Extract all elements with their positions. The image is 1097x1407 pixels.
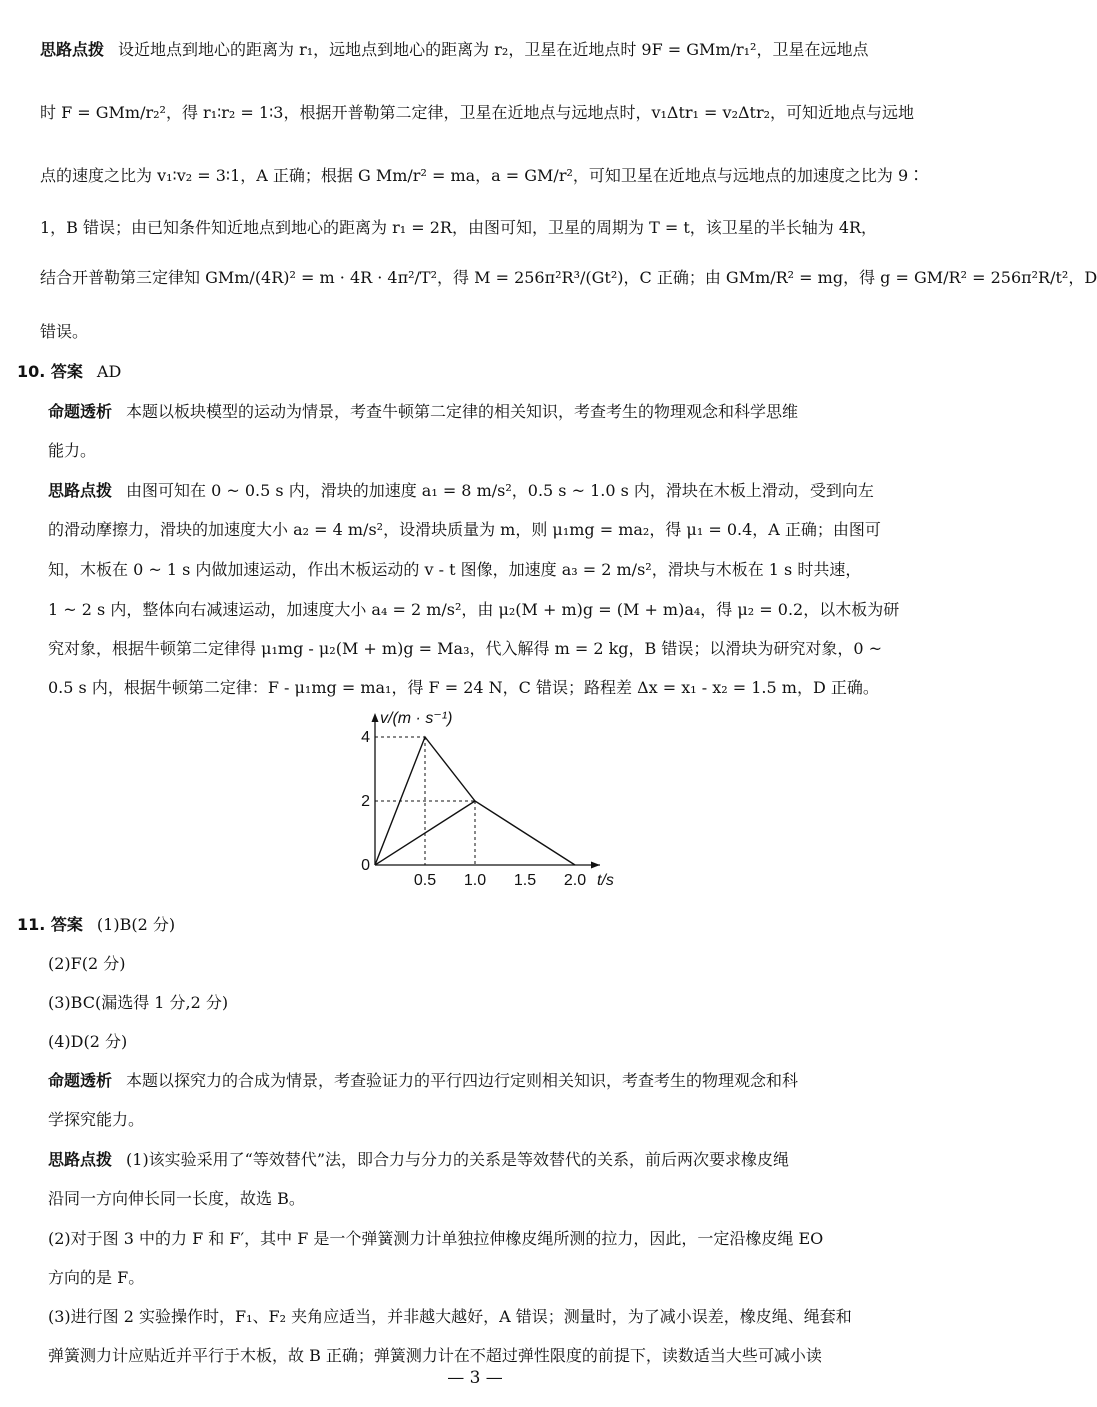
line-text: 知，木板在 0 ~ 1 s 内做加速运动，作出木板运动的 v - t 图像，加速度 a₃ = 2 m/s²，滑块与木板在 1 s 时共速， [48,560,862,579]
line-text: (4)D(2 分) [48,1032,128,1051]
text-line [48,1346,822,1366]
section-label: 命题透析 [48,402,113,421]
line-text: 究对象，根据牛顿第二定律得 μ₁mg - μ₂(M + m)g = Ma₃，代入解得 m = 2 kg，B 错误；以滑块为研究对象，0 ~ [48,639,883,658]
line-text: 设近地点到地心的距离为 r₁，远地点到地心的距离为 r₂，卫星在近地点时 9F = GMm/r₁²，卫星在远地点 [118,40,869,59]
text-line [40,103,914,123]
line-text: AD [96,362,122,381]
text-line [48,520,881,540]
line-text: 本题以探究力的合成为情景，考查验证力的平行四边行定则相关知识，考查考生的物理观念和科 [126,1071,799,1090]
x-tick-label: 2.0 [563,872,587,889]
x-tick-label: 1.0 [463,872,487,889]
text-line [40,40,868,60]
text-line [48,639,882,659]
text-line [48,678,879,698]
text-line [40,218,877,238]
section-label: 11. 答案 [17,915,83,934]
line-text: 由图可知在 0 ~ 0.5 s 内，滑块的加速度 a₁ = 8 m/s²，0.5 s ~ 1.0 s 内，滑块在木板上滑动，受到向左 [126,481,874,500]
x-tick-label: 0.5 [413,872,437,889]
line-text: 沿同一方向伸长同一长度，故选 B。 [48,1189,305,1208]
x-axis-label: t/s [597,872,614,889]
text-line [48,441,96,461]
text-line [40,322,88,342]
line-text: 学探究能力。 [48,1110,145,1129]
y-axis-label: v/(m · s⁻¹) [380,710,453,727]
line-text: 弹簧测力计应贴近并平行于木板，故 B 正确；弹簧测力计在不超过弹性限度的前提下，读数适当大些可减小读 [48,1346,822,1365]
section-label: 命题透析 [48,1071,113,1090]
line-text: (2)对于图 3 中的力 F 和 F′，其中 F 是一个弹簧测力计单独拉伸橡皮绳所测的拉力，因此，一定沿橡皮绳 EO [48,1229,824,1248]
line-text: (1)B(2 分) [96,915,176,934]
text-line [48,1032,127,1052]
text-line [40,268,1097,288]
text-line [48,560,861,580]
line-text: 0.5 s 内，根据牛顿第二定律：F - μ₁mg = ma₁，得 F = 24 N，C 错误；路程差 Δx = x₁ - x₂ = 1.5 m，D 正确。 [48,678,879,697]
line-text: 结合开普勒第三定律知 GMm/(4R)² = m · 4R · 4π²/T²，得 M = 256π²R³/(Gt²)，C 正确；由 GMm/R² = mg，得 g = GM/R² = 256π²R/t²，D [40,268,1097,287]
x-tick-label: 1.5 [513,872,537,889]
line-text: 的滑动摩擦力，滑块的加速度大小 a₂ = 4 m/s²，设滑块质量为 m，则 μ₁mg = ma₂，得 μ₁ = 0.4，A 正确；由图可 [48,520,881,539]
text-line [48,481,874,501]
line-text: 1 ~ 2 s 内，整体向右减速运动，加速度大小 a₄ = 2 m/s²，由 μ₂(M + m)g = (M + m)a₄，得 μ₂ = 0.2，以木板为研 [48,600,900,619]
line-text: 能力。 [48,441,97,460]
line-text: 错误。 [40,322,89,341]
text-line [48,1189,305,1209]
line-text: 时 F = GMm/r₂²，得 r₁∶r₂ = 1∶3，根据开普勒第二定律，卫星在近地点与远地点时，v₁Δtr₁ = v₂Δtr₂，可知近地点与远地 [40,103,915,122]
section-label: 10. 答案 [17,362,83,381]
line-text: 本题以板块模型的运动为情景，考查牛顿第二定律的相关知识，考查考生的物理观念和科学思维 [126,402,799,421]
line-text: 1，B 错误；由已知条件知近地点到地心的距离为 r₁ = 2R，由图可知，卫星的周期为 T = t，该卫星的半长轴为 4R， [40,218,878,237]
line-text: 点的速度之比为 v₁∶v₂ = 3∶1，A 正确；根据 G Mm/r² = ma，a = GM/r²，可知卫星在近地点与远地点的加速度之比为 9∶ [40,166,925,185]
text-line [48,1150,789,1170]
line-text: (1)该实验采用了“等效替代”法，即合力与分力的关系是等效替代的关系，前后两次要求橡皮绳 [126,1150,790,1169]
text-line [48,1110,144,1130]
text-line [40,166,924,186]
line-text: (2)F(2 分) [48,954,126,973]
chart-guides [375,737,475,865]
text-line [48,1229,823,1249]
section-label: 思路点拨 [40,40,105,59]
text-line [48,600,899,620]
text-line [48,1268,144,1288]
text-line [48,402,798,422]
line-text: (3)进行图 2 实验操作时，F₁、F₂ 夹角应适当，并非越大越好，A 错误；测量时，为了减小误差，橡皮绳、绳套和 [48,1307,852,1326]
text-line [48,1307,852,1327]
text-line [48,954,126,974]
text-line [17,362,121,382]
x-axis-arrow [591,862,600,869]
line-text: (3)BC(漏选得 1 分,2 分) [48,993,229,1012]
text-line [17,915,175,935]
y-tick-label: 2 [361,793,370,810]
section-label: 思路点拨 [48,1150,113,1169]
text-line [48,1071,798,1091]
y-axis-arrow [372,713,379,722]
text-line [48,993,228,1013]
y-tick-label: 4 [361,729,370,746]
section-label: 思路点拨 [48,481,113,500]
origin-label: 0 [361,857,370,874]
line-text: 方向的是 F。 [48,1268,145,1287]
vt-chart [350,702,630,892]
page-number: — 3 — [447,1368,503,1388]
